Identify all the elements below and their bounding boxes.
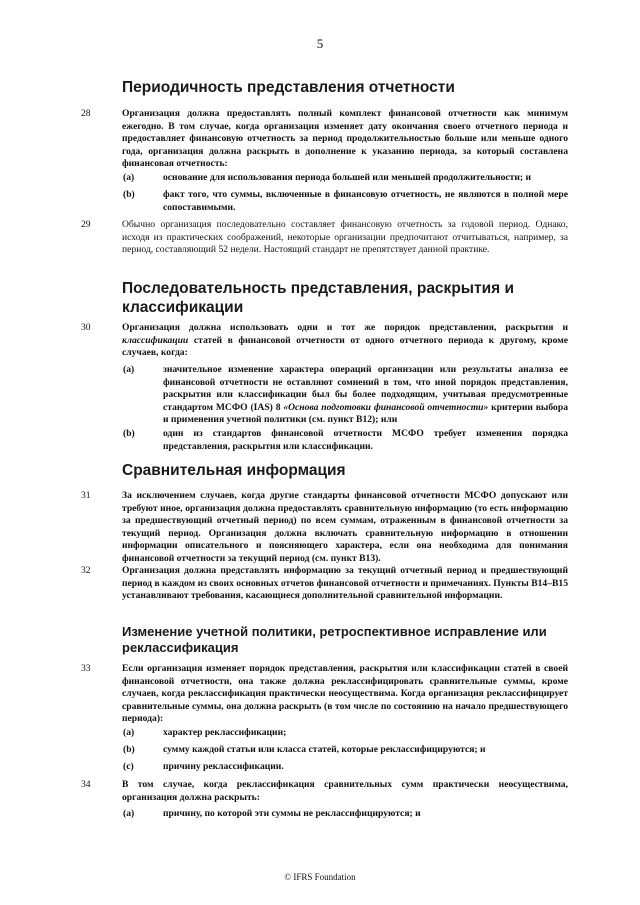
list-item-text: основание для использования периода большей или меньшей продолжительности; и: [163, 172, 532, 183]
paragraph-text: Если организация изменяет порядок представления, раскрытия или классификации статей в своей финансовой отчетности, она также должна реклассифицировать сравнительные суммы, кроме случаев, когда реклассификация практически неосуществима. Когда организация реклассифицирует сравнительные суммы, она должна раскрыть (в том числе по состоянию на начало предшествующего периода):: [122, 663, 568, 725]
paragraph-text: Организация должна использовать одни и тот же порядок представления, раскрытия и классификации статей в финансовой отчетности от одного отчетного периода к другому, кроме случаев, когда:: [122, 322, 568, 359]
list-item-label: (a): [123, 727, 135, 738]
list-item-label: (a): [123, 364, 135, 375]
list-item-text: факт того, что суммы, включенные в финансовую отчетность, не являются в полной мере сопоставимыми.: [163, 189, 568, 213]
section-title-periodicity: Периодичность представления отчетности: [122, 79, 455, 96]
paragraph-number: 28: [81, 108, 91, 119]
paragraph-number: 32: [81, 565, 91, 576]
list-item-text: значительное изменение характера операций организации или результаты анализа ее финансовой отчетности не оставляют сомнений в том, что иной порядок представления, раскрытия или классификации был бы более подходящим, учитывая предусмотренные стандартом МСФО (IAS) 8 «Основа подготовки финансовой отчетности» критерии выбора и применения учетной политики (см. пункт B12); или: [163, 364, 568, 426]
list-item-label: (b): [123, 744, 135, 755]
paragraph-text: Организация должна предоставлять полный комплект финансовой отчетности как минимум ежегодно. В том случае, когда организация изменяет дату окончания своего отчетного периода и предоставляет финансовую отчетность за период продолжительностью больше или меньше одного года, организация должна раскрыть в дополнение к указанию периода, за который составлена финансовая отчетность:: [122, 108, 568, 170]
paragraph-number: 33: [81, 663, 91, 674]
paragraph-number: 30: [81, 322, 91, 333]
paragraph-text: В том случае, когда реклассификация сравнительных сумм практически неосуществима, организация должна раскрыть:: [122, 779, 568, 803]
list-item-text: один из стандартов финансовой отчетности МСФО требует изменения порядка представления, раскрытия или классификации.: [163, 428, 568, 452]
list-item-text: сумму каждой статьи или класса статей, которые реклассифицируются; и: [163, 744, 486, 755]
page-number: 5: [316, 36, 324, 51]
list-item-label: (a): [123, 808, 135, 819]
list-item-label: (b): [123, 189, 135, 200]
footer-copyright: © IFRS Foundation: [284, 872, 356, 882]
list-item-label: (a): [123, 172, 135, 183]
paragraph-text: За исключением случаев, когда другие стандарты финансовой отчетности МСФО допускают или требуют иное, организация должна предоставлять сравнительную информацию (то есть информацию за предшествующий отчетный период) по всем суммам, отраженным в финансовой отчетности за текущий период. Организация должна включать сравнительную информацию в отношении информации описательного и поясняющего характера, если она необходима для понимания финансовой отчетности за текущий период (см. пункт B13).: [122, 490, 568, 564]
list-item-text: причину реклассификации.: [163, 761, 284, 772]
list-item-label: (b): [123, 428, 135, 439]
paragraph-number: 34: [81, 779, 91, 790]
list-item-label: (c): [123, 761, 134, 772]
section-title-policy-change: Изменение учетной политики, ретроспективное исправление или реклассификация: [122, 624, 547, 655]
paragraph-number: 31: [81, 490, 91, 501]
list-item-text: причину, по которой эти суммы не реклассифицируются; и: [163, 808, 421, 819]
paragraph-text: Организация должна представлять информацию за текущий отчетный период и предшествующий период в каждом из своих основных отчетов финансовой отчетности и примечаниях. Пункты B14–B15 устанавливают требования, касающиеся дополнительной сравнительной информации.: [122, 565, 568, 602]
section-title-comparative: Сравнительная информация: [122, 462, 346, 479]
section-title-consistency: Последовательность представления, раскрытия и классификации: [122, 280, 515, 316]
list-item-text: характер реклассификации;: [163, 727, 287, 738]
paragraph-text: Обычно организация последовательно составляет финансовую отчетность за годовой период. Однако, исходя из практических соображений, некоторые организации предпочитают отчитываться, например, за период, составляющий 52 недели. Настоящий стандарт не препятствует данной практике.: [122, 219, 568, 256]
paragraph-number: 29: [81, 219, 91, 230]
